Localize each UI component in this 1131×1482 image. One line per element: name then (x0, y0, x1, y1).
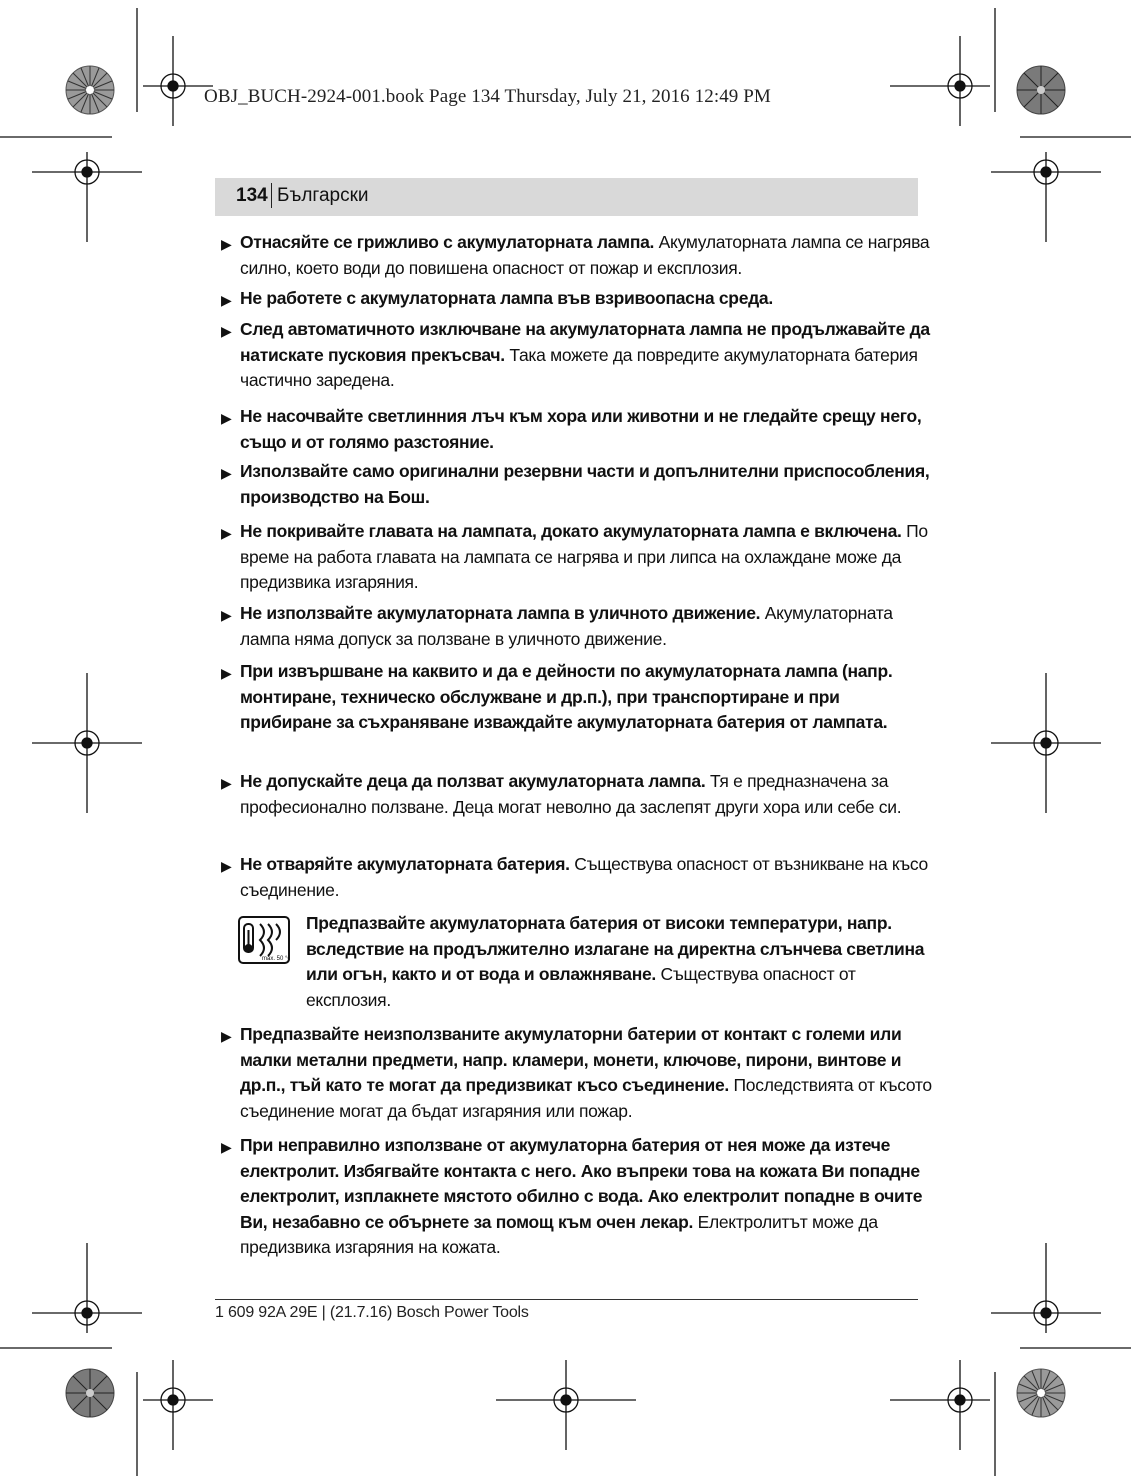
safety-item: Отнасяйте се грижливо с акумулаторната лампа. Акумулаторната лампа се нагрява силно, което води до повишена опасност от пожар и експлозия. (240, 232, 930, 278)
page-footer: 1 609 92A 29E | (21.7.16) Bosch Power Tools (215, 1304, 529, 1321)
safety-item: Не допускайте деца да ползват акумулаторната лампа. Тя е предназначена за професионално ползване. Деца могат неволно да заслепят други хора или себе си. (240, 771, 902, 817)
page-header-bar (215, 178, 918, 216)
safety-item: Не насочвайте светлинния лъч към хора или животни и не гледайте срещу него, също и от голямо разстояние. (240, 406, 922, 452)
triangle-bullet-icon: ▶ (221, 465, 232, 481)
safety-item: Предпазвайте акумулаторната батерия от високи температури, напр. вследствие на продължително излагане на директна слънчева светлина или огън, както и от вода и овлажняване. Съществува опасност от експлозия. (306, 913, 925, 1010)
print-header: OBJ_BUCH-2924-001.book Page 134 Thursday, July 21, 2016 12:49 PM (204, 86, 771, 107)
header-separator (271, 183, 272, 208)
triangle-bullet-icon: ▶ (221, 323, 232, 339)
safety-item: При извършване на каквито и да е дейности по акумулаторната лампа (напр. монтиране, техническо обслужване и др.п.), при транспортиране и при прибиране за съхраняване изваждайте акумулаторната батерия от лампата. (240, 661, 893, 732)
triangle-bullet-icon: ▶ (221, 525, 232, 541)
safety-item: При неправилно използване от акумулаторна батерия от нея може да изтече електролит. Избягвайте контакта с него. Ако въпреки това на кожата Ви попадне електролит, изплакнете мястото обилно с вода. Ако електролит попадне в очите Ви, незабавно се обърнете за помощ към очен лекар. Електролитът може да предизвика изгаряния на кожата. (240, 1135, 923, 1257)
section-language: Български (277, 185, 369, 206)
triangle-bullet-icon: ▶ (221, 665, 232, 681)
safety-item: Не отваряйте акумулаторната батерия. Съществува опасност от възникване на късо съединение. (240, 854, 928, 900)
triangle-bullet-icon: ▶ (221, 236, 232, 252)
triangle-bullet-icon: ▶ (221, 292, 232, 308)
triangle-bullet-icon: ▶ (221, 1139, 232, 1155)
icon-label: max. 50 °C (262, 956, 290, 962)
safety-item: Не покривайте главата на лампата, докато акумулаторната лампа е включена. По време на работа главата на лампата се нагрява и при липса на охлаждане може да предизвика изгаряния. (240, 521, 928, 592)
triangle-bullet-icon: ▶ (221, 1028, 232, 1044)
safety-item: Не работете с акумулаторната лампа във взривоопасна среда. (240, 288, 773, 308)
safety-item: Използвайте само оригинални резервни части и допълнителни приспособления, производство на Бош. (240, 461, 930, 507)
triangle-bullet-icon: ▶ (221, 858, 232, 874)
triangle-bullet-icon: ▶ (221, 607, 232, 623)
triangle-bullet-icon: ▶ (221, 410, 232, 426)
safety-item: Предпазвайте неизползваните акумулаторни батерии от контакт с големи или малки метални предмети, напр. кламери, монети, ключове, пирони, винтове и др.п., тъй като те могат да предизвикат късо съединение. Последствията от късото съединение могат да бъдат изгаряния или пожар. (240, 1024, 932, 1121)
triangle-bullet-icon: ▶ (221, 775, 232, 791)
footer-divider (215, 1299, 918, 1300)
safety-item: Не използвайте акумулаторната лампа в уличното движение. Акумулаторната лампа няма допуск за ползване в уличното движение. (240, 603, 893, 649)
battery-temperature-warning-icon (238, 916, 290, 964)
page-number: 134 (236, 185, 268, 206)
safety-item: След автоматичното изключване на акумулаторната лампа не продължавайте да натискате пусковия прекъсвач. Така можете да повредите акумулаторната батерия частично заредена. (240, 319, 930, 390)
